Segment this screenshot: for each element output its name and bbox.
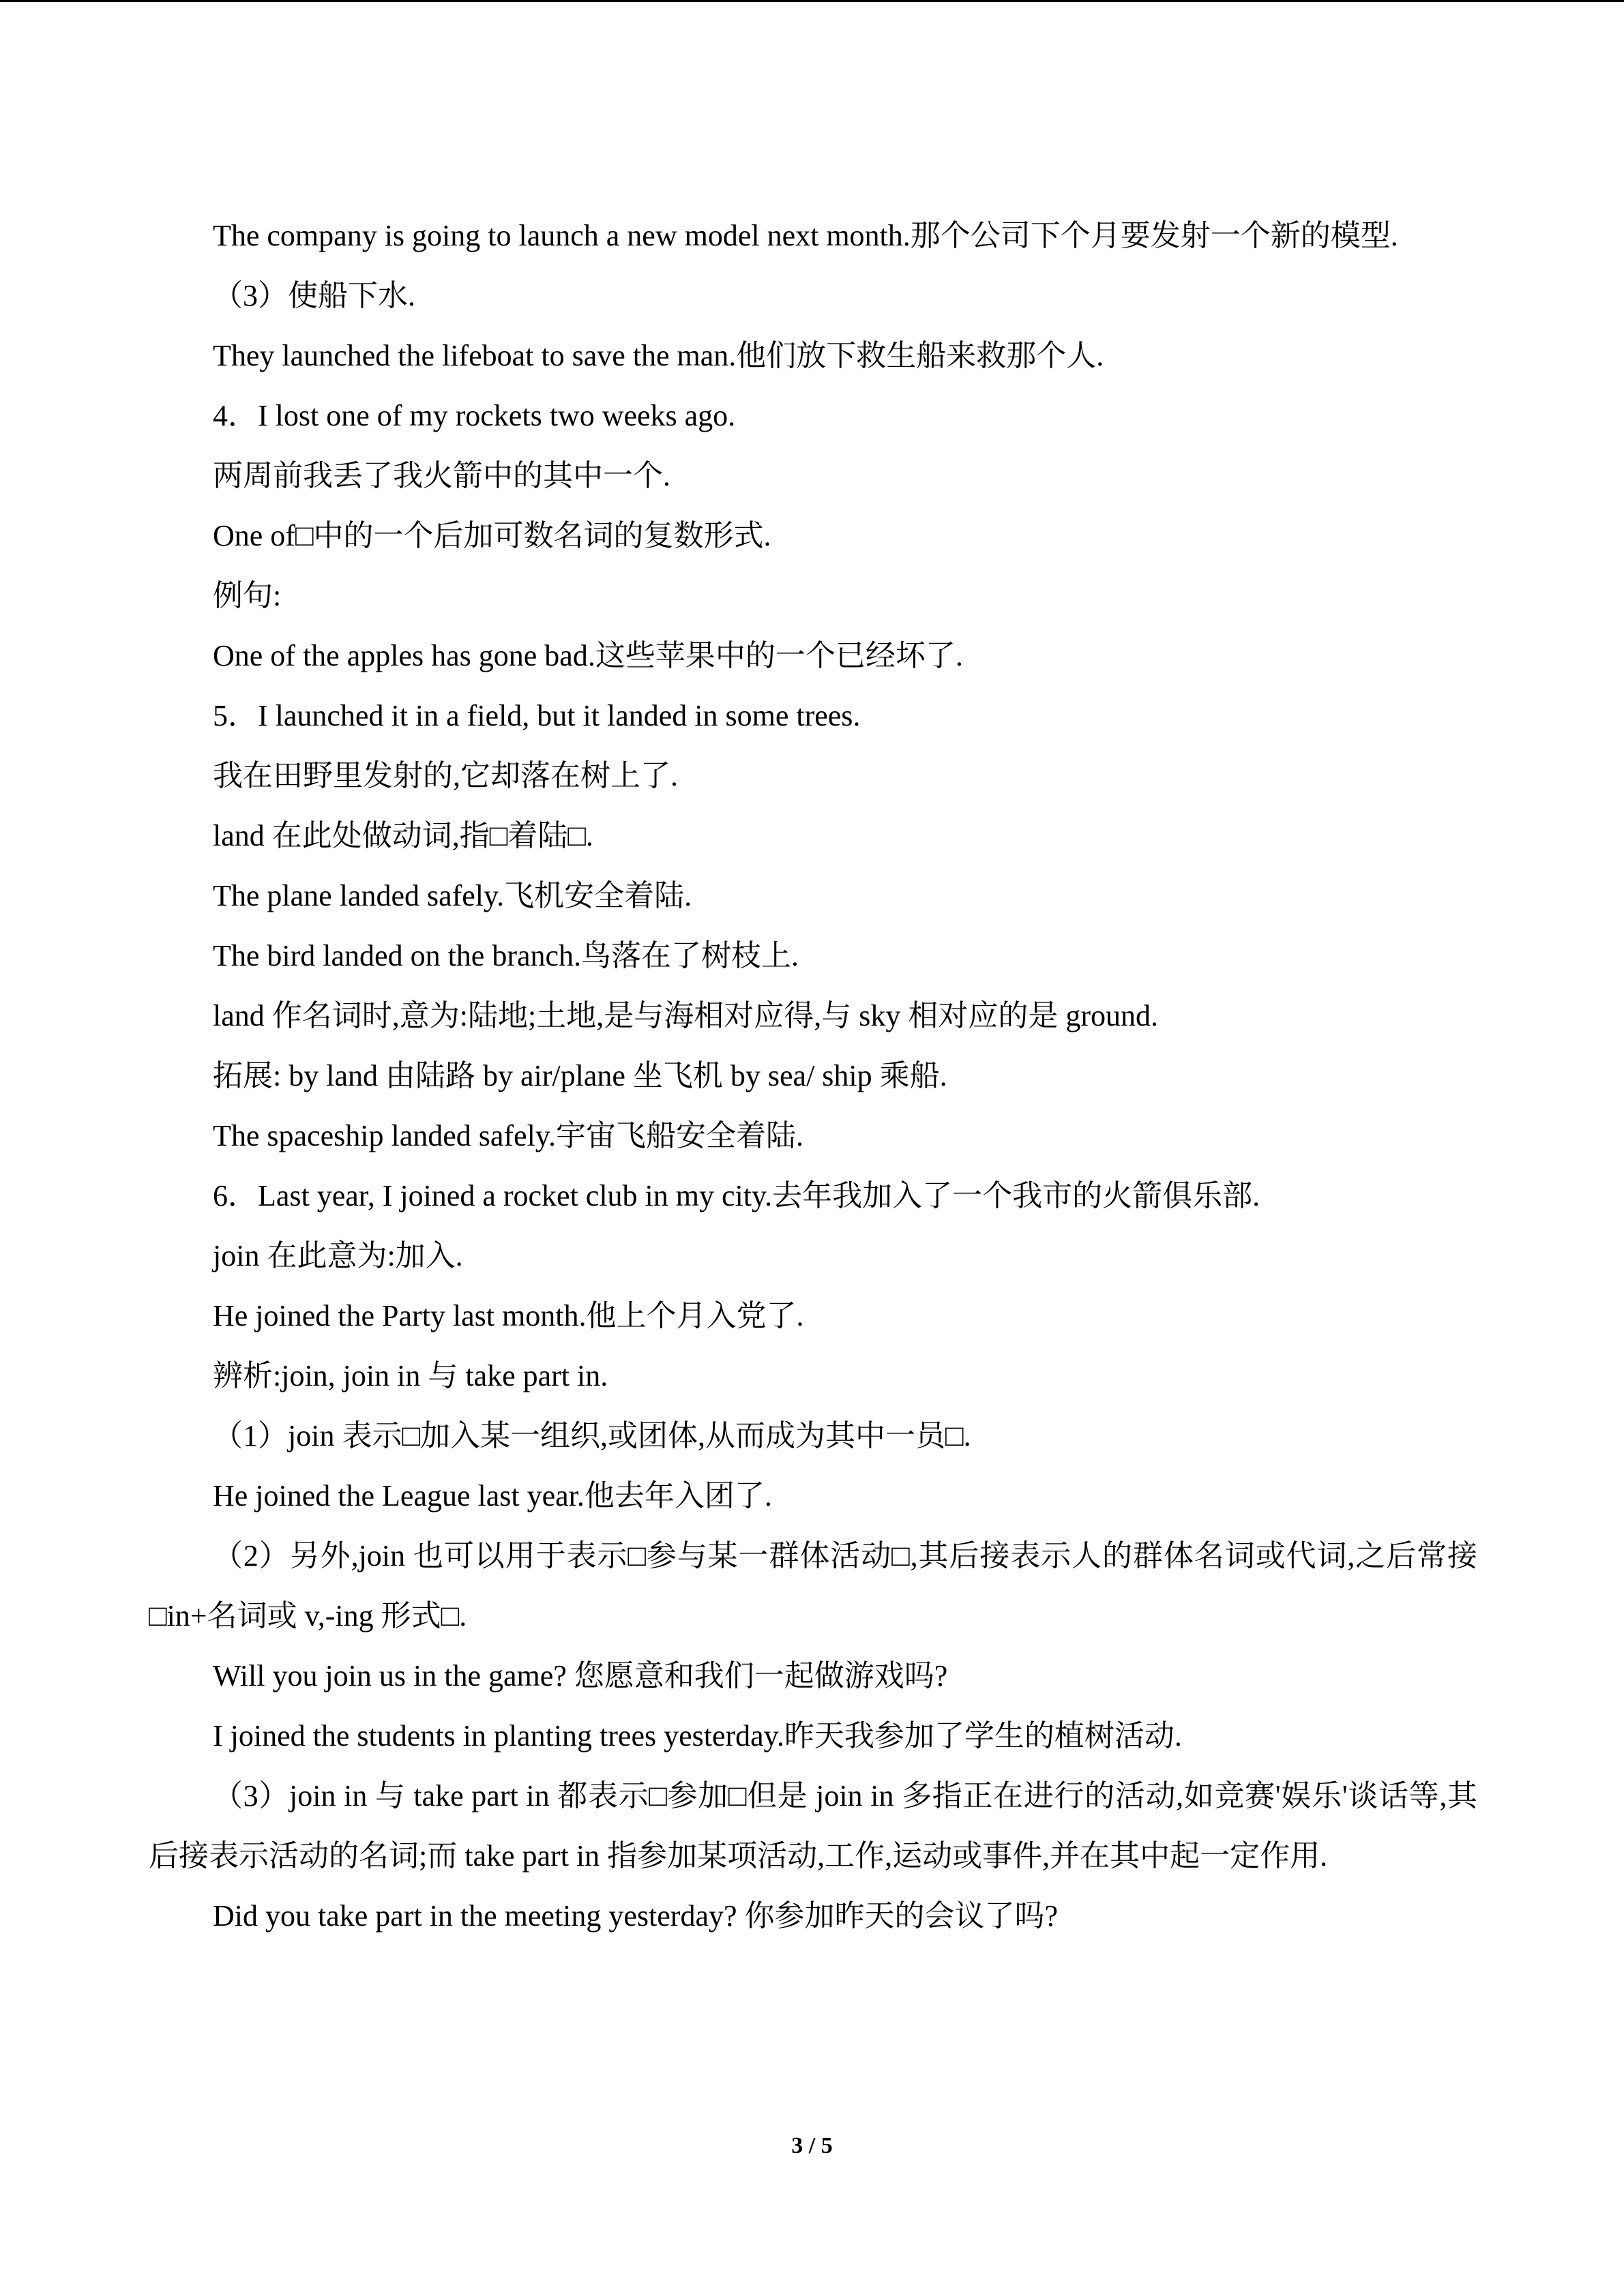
land-noun-note: land 作名词时,意为:陆地;土地,是与海相对应得,与 sky 相对应的是 ground.: [213, 999, 1158, 1032]
one-of-note: One of□中的一个后加可数名词的复数形式.: [213, 519, 771, 552]
paragraph-lifeboat-example: They launched the lifeboat to save the man.他们放下救生船来救那个人.: [213, 339, 1104, 372]
bird-example: The bird landed on the branch.鸟落在了树枝上.: [213, 939, 799, 972]
page-number: 3 / 5: [791, 2133, 833, 2158]
trees-example: I joined the students in planting trees yesterday.昨天我参加了学生的植树活动.: [213, 1719, 1182, 1753]
example-label: 例句:: [213, 579, 282, 612]
sentence-4-translation: 两周前我丢了我火箭中的其中一个.: [213, 459, 670, 492]
top-border-line: [0, 0, 1624, 2]
sentence-4: 4．I lost one of my rockets two weeks ago.: [213, 399, 736, 432]
join-usage-2: （2）另外,join 也可以用于表示□参与某一群体活动□,其后接表示人的群体名词或代词,之后常接□in+名词或 v,-ing 形式□.: [149, 1539, 1477, 1632]
join-usage-3: （3）join in 与 take part in 都表示□参加□但是 join in 多指正在进行的活动,如竞赛'娱乐'谈话等,其后接表示活动的名词;而 take part in 指参加某项活动,工作,运动或事件,并在其中起一定作用.: [149, 1779, 1477, 1873]
party-example: He joined the Party last month.他上个月入党了.: [213, 1299, 804, 1332]
extension-note: 拓展: by land 由陆路 by air/plane 坐飞机 by sea/ ship 乘船.: [213, 1059, 947, 1092]
meeting-example: Did you take part in the meeting yesterday? 你参加昨天的会议了吗?: [213, 1899, 1059, 1933]
join-meaning: join 在此意为:加入.: [213, 1239, 463, 1272]
game-example: Will you join us in the game? 您愿意和我们一起做游戏吗?: [213, 1659, 948, 1693]
paragraph-meaning-3: （3）使船下水.: [213, 279, 415, 312]
league-example: He joined the League last year.他去年入团了.: [213, 1479, 772, 1512]
sentence-5: 5．I launched it in a field, but it landed in some trees.: [213, 699, 861, 732]
join-usage-1: （1）join 表示□加入某一组织,或团体,从而成为其中一员□.: [213, 1419, 971, 1452]
spaceship-example: The spaceship landed safely.宇宙飞船安全着陆.: [213, 1119, 803, 1152]
apples-example: One of the apples has gone bad.这些苹果中的一个已经坏了.: [213, 639, 963, 672]
document-body: [149, 206, 1477, 1946]
paragraph-launch-example: The company is going to launch a new model next month.那个公司下个月要发射一个新的模型.: [213, 219, 1398, 252]
sentence-6: 6．Last year, I joined a rocket club in my city.去年我加入了一个我市的火箭俱乐部.: [213, 1179, 1260, 1212]
land-verb-note: land 在此处做动词,指□着陆□.: [213, 819, 593, 852]
plane-example: The plane landed safely.飞机安全着陆.: [213, 879, 692, 912]
distinction-heading: 辨析:join, join in 与 take part in.: [213, 1359, 608, 1392]
sentence-5-translation: 我在田野里发射的,它却落在树上了.: [213, 759, 678, 792]
